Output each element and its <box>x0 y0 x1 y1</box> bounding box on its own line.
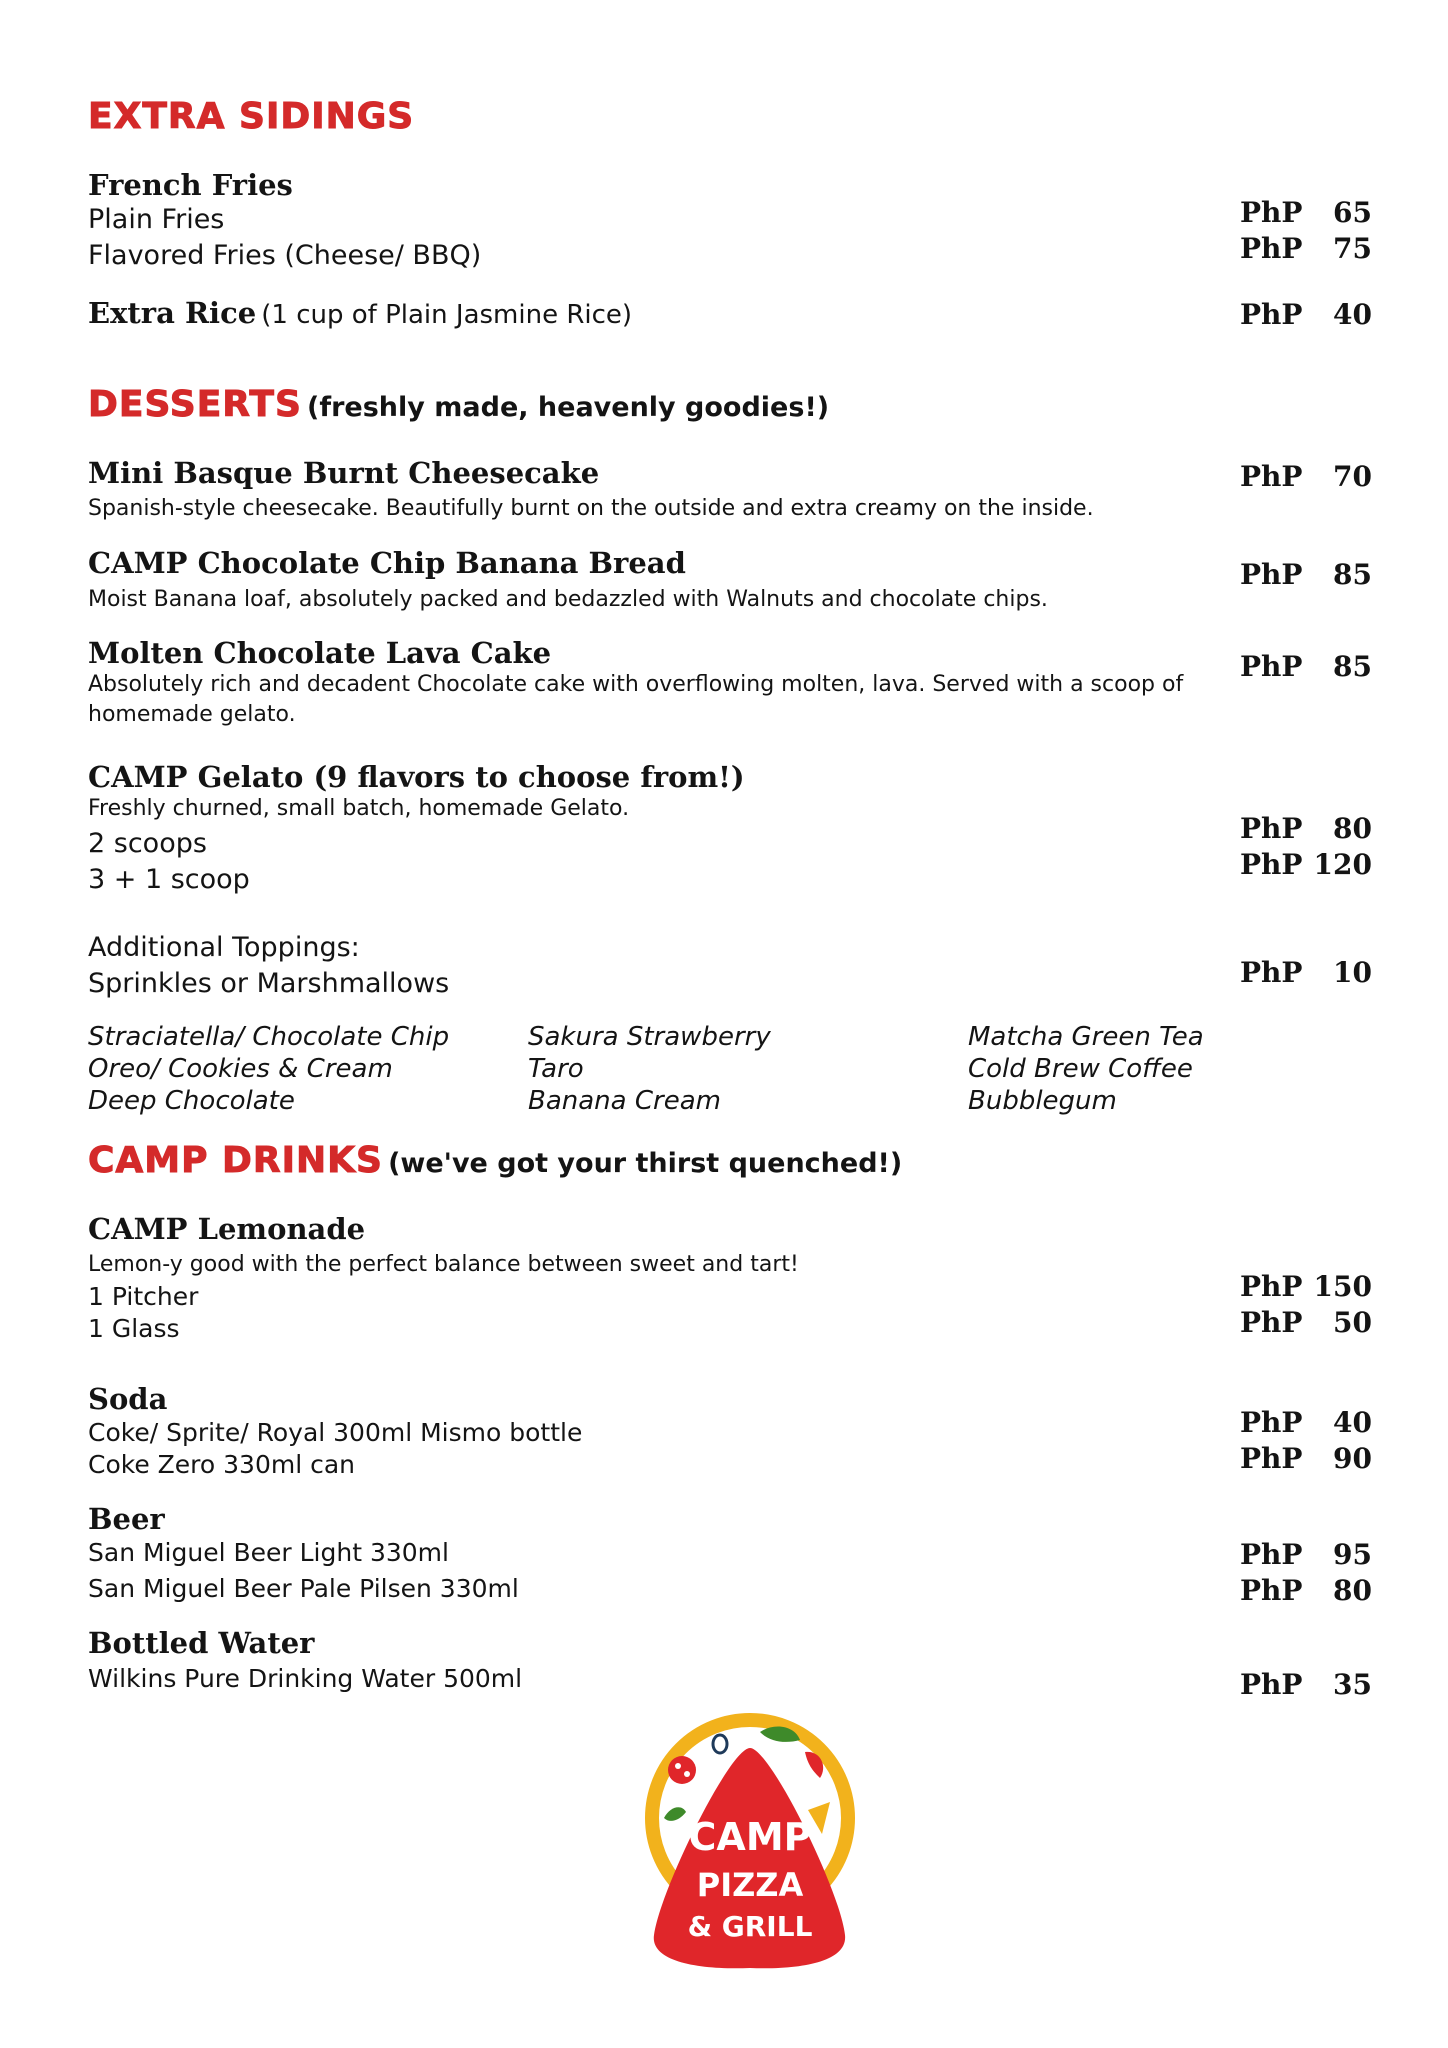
water-name: Bottled Water <box>88 1626 315 1660</box>
logo-grill-text: & GRILL <box>687 1910 813 1943</box>
beer-light-price: PhP 95 <box>1240 1538 1372 1571</box>
flavored-fries-price: PhP 75 <box>1240 232 1372 265</box>
beer-pilsen-label: San Miguel Beer Pale Pilsen 330ml <box>88 1574 519 1603</box>
logo-pizza-text: PIZZA <box>696 1866 804 1904</box>
soda-can-label: Coke Zero 330ml can <box>88 1450 356 1479</box>
extra-rice-detail: (1 cup of Plain Jasmine Rice) <box>261 300 633 330</box>
flavor-item: Bubblegum <box>968 1086 1117 1116</box>
beer-pilsen-price: PhP 80 <box>1240 1574 1372 1607</box>
flavor-item: Cold Brew Coffee <box>968 1054 1193 1084</box>
drinks-subtitle: (we've got your thirst quenched!) <box>388 1148 903 1179</box>
french-fries-name: French Fries <box>88 168 293 202</box>
banana-bread-desc: Moist Banana loaf, absolutely packed and bedazzled with Walnuts and chocolate chips. <box>88 587 1048 612</box>
toppings-label: Additional Toppings: <box>88 932 360 963</box>
gelato-option-3-plus-1: 3 + 1 scoop <box>88 864 250 895</box>
flavor-item: Straciatella/ Chocolate Chip <box>88 1022 450 1052</box>
toppings-price: PhP 10 <box>1240 956 1372 989</box>
cheesecake-desc: Spanish-style cheesecake. Beautifully burnt on the outside and extra creamy on the inside. <box>88 496 1094 521</box>
banana-bread-name: CAMP Chocolate Chip Banana Bread <box>88 546 686 580</box>
flavor-item: Matcha Green Tea <box>968 1022 1204 1052</box>
pepperoni-dot <box>675 1763 681 1769</box>
soda-bottle-label: Coke/ Sprite/ Royal 300ml Mismo bottle <box>88 1418 583 1447</box>
soda-bottle-price: PhP 40 <box>1240 1406 1372 1439</box>
desserts-title: DESSERTS <box>88 384 302 425</box>
lemonade-name: CAMP Lemonade <box>88 1212 366 1246</box>
camp-pizza-logo <box>640 1700 860 1980</box>
gelato-option-2-scoops: 2 scoops <box>88 828 207 859</box>
pepperoni-dot <box>684 1771 690 1777</box>
water-price: PhP 35 <box>1240 1668 1372 1701</box>
extra-sidings-title: EXTRA SIDINGS <box>88 96 415 137</box>
desserts-subtitle: (freshly made, heavenly goodies!) <box>307 392 830 423</box>
extra-rice-price: PhP 40 <box>1240 298 1372 331</box>
lemonade-pitcher-label: 1 Pitcher <box>88 1282 199 1311</box>
beer-light-label: San Miguel Beer Light 330ml <box>88 1538 449 1567</box>
gelato-2-scoops-price: PhP 80 <box>1240 812 1372 845</box>
flavor-item: Taro <box>528 1054 584 1084</box>
plain-fries-price: PhP 65 <box>1240 196 1372 229</box>
flavored-fries-label: Flavored Fries (Cheese/ BBQ) <box>88 240 482 271</box>
lava-cake-desc-2: homemade gelato. <box>88 702 296 727</box>
lemonade-desc: Lemon-y good with the perfect balance between sweet and tart! <box>88 1252 799 1277</box>
toppings-detail: Sprinkles or Marshmallows <box>88 968 450 999</box>
flavor-item: Oreo/ Cookies & Cream <box>88 1054 393 1084</box>
logo-camp-text: CAMP <box>688 1815 812 1859</box>
cheesecake-name: Mini Basque Burnt Cheesecake <box>88 456 600 490</box>
plain-fries-label: Plain Fries <box>88 204 225 235</box>
soda-name: Soda <box>88 1382 168 1416</box>
gelato-desc: Freshly churned, small batch, homemade Gelato. <box>88 796 630 821</box>
gelato-name: CAMP Gelato (9 flavors to choose from!) <box>88 760 745 794</box>
extra-rice-name: Extra Rice <box>88 296 257 330</box>
extra-rice-item <box>88 296 632 330</box>
cheesecake-price: PhP 70 <box>1240 460 1372 493</box>
water-label: Wilkins Pure Drinking Water 500ml <box>88 1664 523 1693</box>
lava-cake-price: PhP 85 <box>1240 650 1372 683</box>
gelato-3-plus-1-price: PhP 120 <box>1240 848 1372 881</box>
banana-bread-price: PhP 85 <box>1240 558 1372 591</box>
flavor-item: Banana Cream <box>528 1086 721 1116</box>
lemonade-pitcher-price: PhP 150 <box>1240 1270 1372 1303</box>
drinks-heading <box>88 1140 902 1181</box>
pepperoni-icon <box>668 1756 696 1784</box>
flavor-item: Deep Chocolate <box>88 1086 295 1116</box>
flavor-item: Sakura Strawberry <box>528 1022 771 1052</box>
desserts-heading <box>88 384 829 425</box>
lava-cake-name: Molten Chocolate Lava Cake <box>88 636 552 670</box>
drinks-title: CAMP DRINKS <box>88 1140 383 1181</box>
lemonade-glass-label: 1 Glass <box>88 1314 180 1343</box>
beer-name: Beer <box>88 1502 165 1536</box>
soda-can-price: PhP 90 <box>1240 1442 1372 1475</box>
lemonade-glass-price: PhP 50 <box>1240 1306 1372 1339</box>
lava-cake-desc-1: Absolutely rich and decadent Chocolate cake with overflowing molten, lava. Served with a scoop of <box>88 672 1184 697</box>
